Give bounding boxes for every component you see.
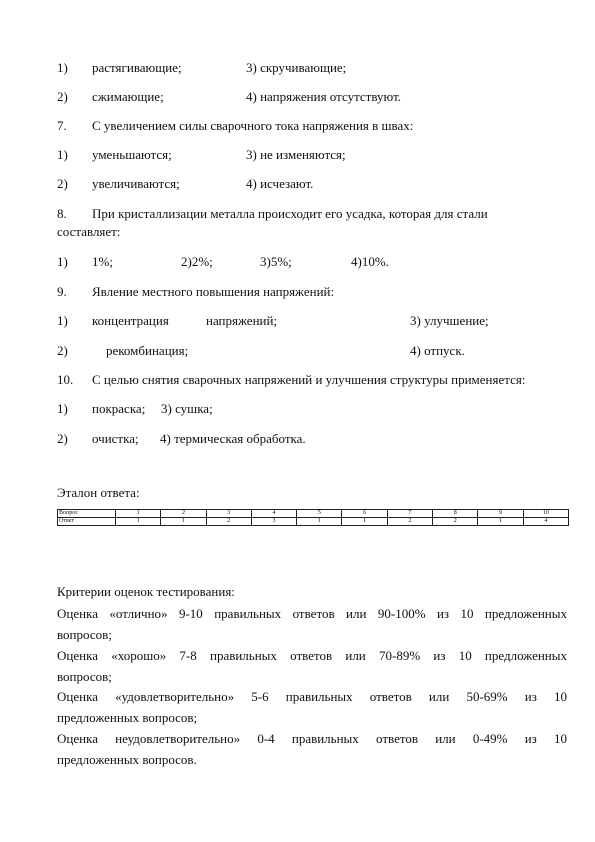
q9-option2: рекомбинация; — [106, 343, 189, 358]
q8-option4: 4)10%. — [351, 254, 389, 269]
q9-option3: 3) улучшение; — [410, 313, 489, 328]
criteria-unsatisfactory-line1: Оценка неудовлетворительно» 0-4 правильных ответов или 0-49% из 10 — [57, 731, 567, 746]
criteria-unsatisfactory-line2: предложенных вопросов. — [57, 752, 197, 767]
criteria-good-line1: Оценка «хорошо» 7-8 правильных ответов или 70-89% из 10 предложенных — [57, 648, 567, 663]
criteria-excellent — [57, 603, 567, 645]
q7-option1: уменьшаются; — [92, 147, 172, 162]
q6-option2-number: 2) — [57, 89, 68, 104]
answer-cell: 1 — [297, 518, 342, 526]
criteria-excellent-line1: Оценка «отлично» 9-10 правильных ответов или 90-100% из 10 предложенных — [57, 606, 567, 621]
answer-cell: 2 — [433, 518, 478, 526]
answer-cell: 1 — [161, 518, 206, 526]
q7-option4: 4) исчезают. — [246, 176, 314, 191]
q8-option1-number: 1) — [57, 254, 68, 269]
q6-option1-number: 1) — [57, 60, 68, 75]
answer-cell: 2 — [387, 518, 432, 526]
criteria-good-line2: вопросов; — [57, 669, 112, 684]
question-cell: 2 — [161, 510, 206, 518]
q7-option3: 3) не изменяются; — [246, 147, 346, 162]
q9-option1-number: 1) — [57, 313, 68, 328]
question-cell: 3 — [206, 510, 251, 518]
q10-option1-number: 1) — [57, 401, 68, 416]
criteria-satisfactory-line1: Оценка «удовлетворительно» 5-6 правильных ответов или 50-69% из 10 — [57, 689, 567, 704]
criteria-excellent-line2: вопросов; — [57, 627, 112, 642]
q6-option1: растягивающие; — [92, 60, 182, 75]
q10-number: 10. — [57, 372, 74, 387]
question-cell: 10 — [523, 510, 568, 518]
criteria-satisfactory-line2: предложенных вопросов; — [57, 710, 198, 725]
q8-text-line1: При кристаллизации металла происходит его усадка, которая для стали — [92, 206, 488, 221]
q8-option3: 3)5%; — [260, 254, 292, 269]
question-cell: 1 — [116, 510, 161, 518]
answer-cell: 1 — [478, 518, 523, 526]
criteria-title: Критерии оценок тестирования: — [57, 584, 235, 599]
q10-option1: покраска; — [92, 401, 146, 416]
q8-option2: 2)2%; — [181, 254, 213, 269]
q7-option2-number: 2) — [57, 176, 68, 191]
criteria-good — [57, 645, 567, 687]
q10-option2-number: 2) — [57, 431, 68, 446]
question-cell: 9 — [478, 510, 523, 518]
answer-key-title: Эталон ответа: — [57, 485, 140, 500]
q7-option2: увеличиваются; — [92, 176, 180, 191]
q9-option4: 4) отпуск. — [410, 343, 465, 358]
answer-key-table — [57, 509, 569, 526]
criteria-unsatisfactory — [57, 728, 567, 770]
q10-text: С целью снятия сварочных напряжений и улучшения структуры применяется: — [92, 372, 526, 387]
answer-key-answers-row — [58, 518, 569, 526]
q7-number: 7. — [57, 118, 67, 133]
question-cell: 4 — [251, 510, 296, 518]
q8-number: 8. — [57, 206, 67, 221]
q10-option3: 3) сушка; — [161, 401, 213, 416]
q6-option3: 3) скручивающие; — [246, 60, 347, 75]
q10-option2: очистка; — [92, 431, 139, 446]
q10-option4: 4) термическая обработка. — [160, 431, 306, 446]
q7-text: С увеличением силы сварочного тока напряжения в швах: — [92, 118, 414, 133]
criteria-satisfactory — [57, 686, 567, 728]
question-cell: 6 — [342, 510, 387, 518]
q9-option2-number: 2) — [57, 343, 68, 358]
answer-cell: 2 — [206, 518, 251, 526]
question-cell: 7 — [387, 510, 432, 518]
row-label-question: Вопрос — [58, 510, 116, 518]
q8-option1: 1%; — [92, 254, 113, 269]
question-cell: 5 — [297, 510, 342, 518]
row-label-answer: Ответ — [58, 518, 116, 526]
q7-option1-number: 1) — [57, 147, 68, 162]
answer-cell: 3 — [251, 518, 296, 526]
answer-cell: 1 — [342, 518, 387, 526]
answer-cell: 4 — [523, 518, 568, 526]
q9-number: 9. — [57, 284, 67, 299]
q9-text: Явление местного повышения напряжений: — [92, 284, 335, 299]
q9-option1-part1: концентрация — [92, 313, 169, 328]
q6-option4: 4) напряжения отсутствуют. — [246, 89, 402, 104]
answer-cell: 1 — [116, 518, 161, 526]
q8-text-line2: составляет: — [57, 224, 121, 239]
q6-option2: сжимающие; — [92, 89, 164, 104]
q9-option1-part2: напряжений; — [206, 313, 278, 328]
question-cell: 8 — [433, 510, 478, 518]
answer-key-questions-row — [58, 510, 569, 518]
